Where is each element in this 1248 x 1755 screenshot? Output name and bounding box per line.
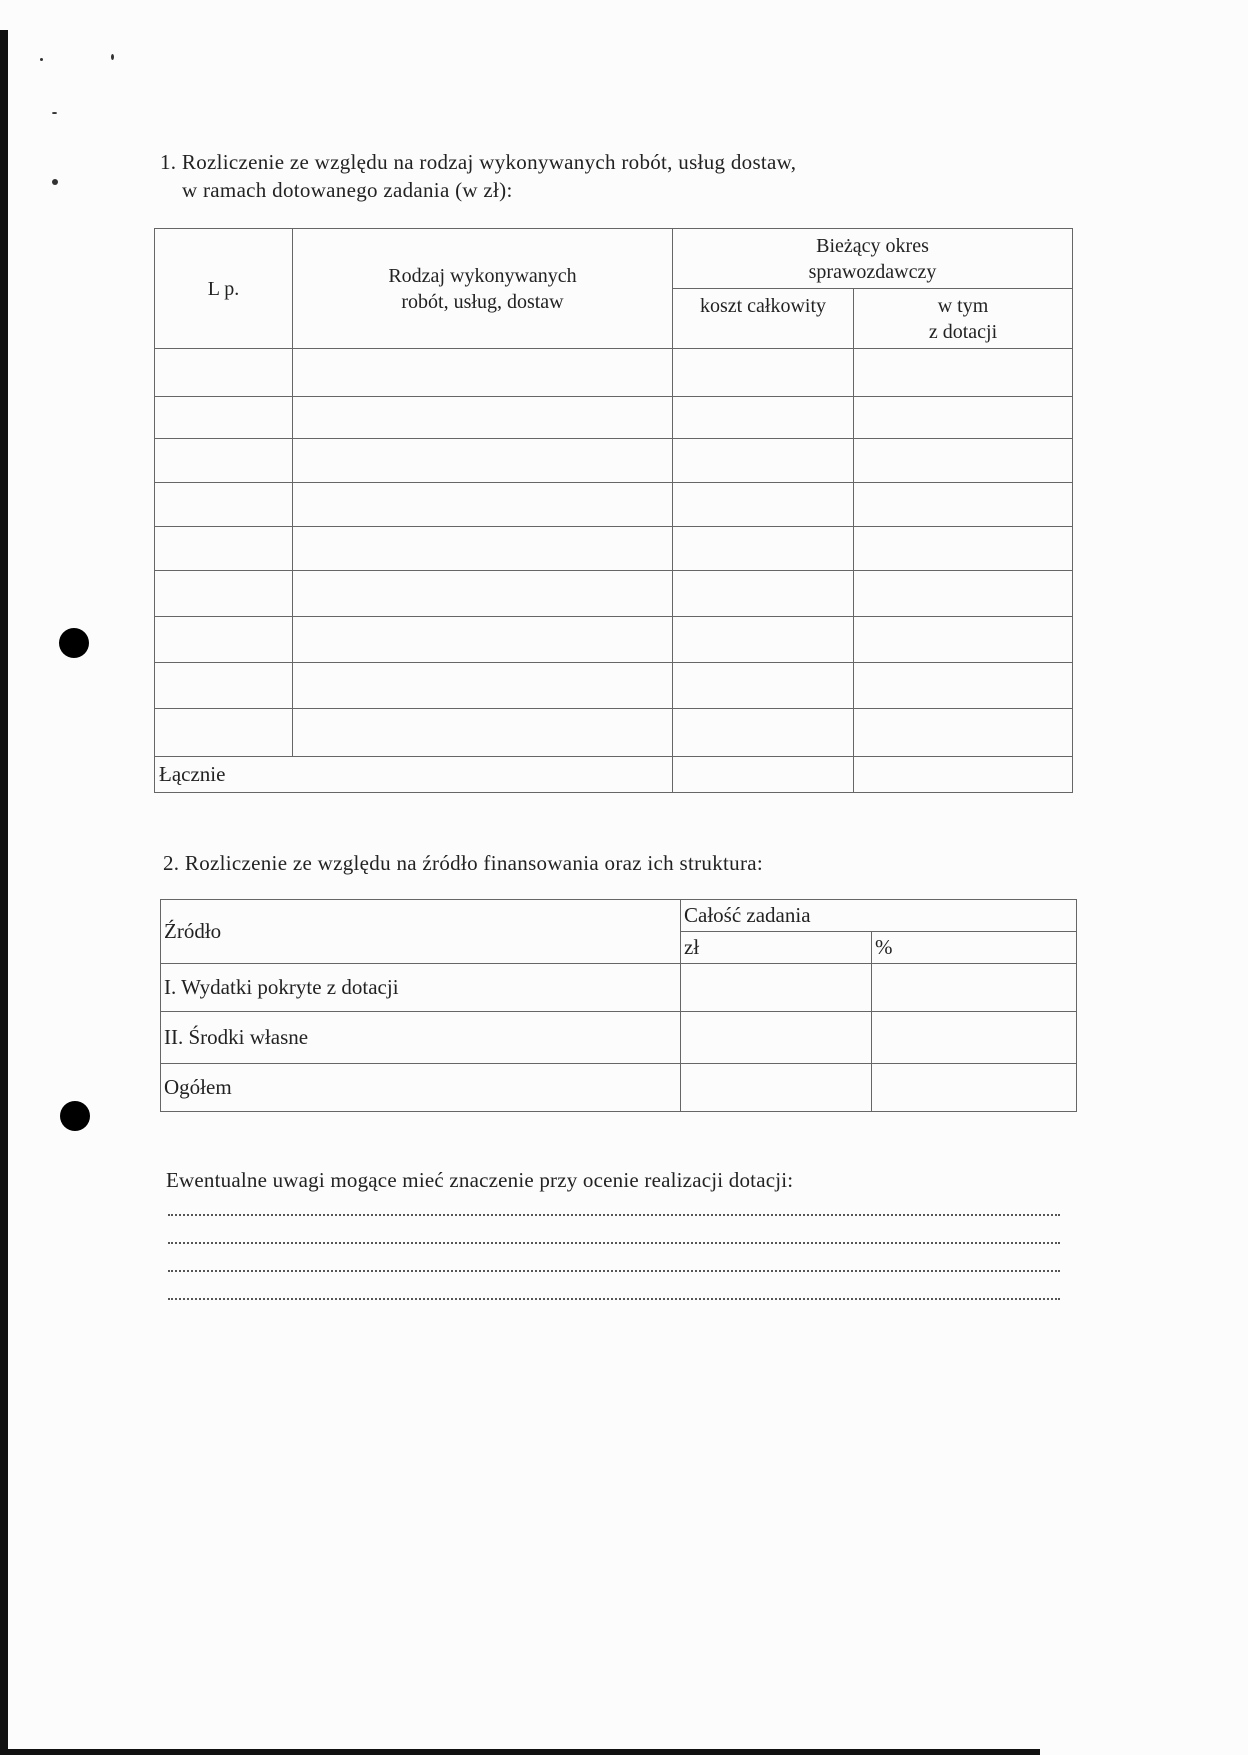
- header-w-tym: [854, 289, 1073, 349]
- pct-cell[interactable]: [872, 1012, 1077, 1064]
- rodzaj-cell[interactable]: [293, 349, 673, 397]
- table-row: [155, 527, 1073, 571]
- dotacja-cell[interactable]: [854, 571, 1073, 617]
- punch-hole-lower: [60, 1101, 90, 1131]
- table-row: [161, 1064, 1077, 1112]
- notes-dotted-line[interactable]: [168, 1270, 1060, 1272]
- punch-hole-upper: [59, 628, 89, 658]
- header-w-tym-line1: w tym: [937, 295, 989, 317]
- funding-table-body: [161, 964, 1077, 1112]
- koszt-cell[interactable]: [673, 571, 854, 617]
- header-w-tym-line2: z dotacji: [928, 321, 998, 343]
- source-label: I. Wydatki pokryte z dotacji: [161, 964, 681, 1012]
- header-pct: %: [872, 932, 1077, 964]
- dotacja-cell[interactable]: [854, 483, 1073, 527]
- table-row: [155, 397, 1073, 439]
- section2-heading: 2. Rozliczenie ze względu na źródło finansowania oraz ich struktura:: [163, 851, 764, 875]
- lp-cell[interactable]: [155, 349, 293, 397]
- lp-cell[interactable]: [155, 571, 293, 617]
- lp-cell[interactable]: [155, 709, 293, 757]
- header-zl: zł: [681, 932, 872, 964]
- lp-cell[interactable]: [155, 397, 293, 439]
- section1-heading: [160, 148, 796, 204]
- scan-speck: [52, 179, 58, 185]
- lp-cell[interactable]: [155, 483, 293, 527]
- notes-dotted-line[interactable]: [168, 1242, 1060, 1244]
- header-calosc: Całość zadania: [681, 900, 1077, 932]
- koszt-cell[interactable]: [673, 663, 854, 709]
- dotacja-cell[interactable]: [854, 617, 1073, 663]
- dotacja-cell[interactable]: [854, 397, 1073, 439]
- rodzaj-cell[interactable]: [293, 663, 673, 709]
- notes-dotted-line[interactable]: [168, 1214, 1060, 1216]
- dotacja-cell[interactable]: [854, 527, 1073, 571]
- section1-heading-line1: 1. Rozliczenie ze względu na rodzaj wykonywanych robót, usług dostaw,: [160, 150, 797, 174]
- source-label: Ogółem: [161, 1064, 681, 1112]
- rodzaj-cell[interactable]: [293, 571, 673, 617]
- scan-speck: [52, 112, 57, 114]
- total-dotacja-cell[interactable]: [854, 757, 1073, 793]
- pct-cell[interactable]: [872, 1064, 1077, 1112]
- lp-cell[interactable]: [155, 439, 293, 483]
- koszt-cell[interactable]: [673, 397, 854, 439]
- table-row: [161, 1012, 1077, 1064]
- zl-cell[interactable]: [681, 1012, 872, 1064]
- table-row: [155, 483, 1073, 527]
- table-row: [155, 349, 1073, 397]
- koszt-cell[interactable]: [673, 439, 854, 483]
- table-row: [155, 617, 1073, 663]
- rodzaj-cell[interactable]: [293, 527, 673, 571]
- notes-dotted-line[interactable]: [168, 1298, 1060, 1300]
- koszt-cell[interactable]: [673, 349, 854, 397]
- lp-cell[interactable]: [155, 527, 293, 571]
- scan-edge-left: [0, 30, 8, 1755]
- rodzaj-cell[interactable]: [293, 439, 673, 483]
- dotacja-cell[interactable]: [854, 663, 1073, 709]
- dotacja-cell[interactable]: [854, 349, 1073, 397]
- lp-cell[interactable]: [155, 663, 293, 709]
- table-row: [155, 709, 1073, 757]
- table-row: [161, 964, 1077, 1012]
- works-table-body: [155, 349, 1073, 757]
- header-lp: L p.: [155, 229, 293, 349]
- koszt-cell[interactable]: [673, 617, 854, 663]
- header-koszt: koszt całkowity: [673, 289, 854, 349]
- header-rodzaj: Rodzaj wykonywanych robót, usług, dostaw: [293, 229, 673, 349]
- rodzaj-cell[interactable]: [293, 483, 673, 527]
- scan-speck: [111, 54, 114, 60]
- notes-label: Ewentualne uwagi mogące mieć znaczenie przy ocenie realizacji dotacji:: [166, 1168, 794, 1192]
- header-okres: Bieżący okres sprawozdawczy: [673, 229, 1073, 289]
- zl-cell[interactable]: [681, 964, 872, 1012]
- total-koszt-cell[interactable]: [673, 757, 854, 793]
- pct-cell[interactable]: [872, 964, 1077, 1012]
- works-table: [154, 228, 1073, 793]
- koszt-cell[interactable]: [673, 709, 854, 757]
- dotacja-cell[interactable]: [854, 439, 1073, 483]
- rodzaj-cell[interactable]: [293, 617, 673, 663]
- lp-cell[interactable]: [155, 617, 293, 663]
- section1-heading-line2: w ramach dotowanego zadania (w zł):: [182, 178, 513, 202]
- dotacja-cell[interactable]: [854, 709, 1073, 757]
- rodzaj-cell[interactable]: [293, 397, 673, 439]
- koszt-cell[interactable]: [673, 483, 854, 527]
- table-row: [155, 663, 1073, 709]
- zl-cell[interactable]: [681, 1064, 872, 1112]
- header-zrodlo: Źródło: [161, 900, 681, 964]
- funding-table: [160, 899, 1077, 1112]
- scan-speck: [40, 58, 43, 61]
- table-row: [155, 439, 1073, 483]
- total-label: Łącznie: [155, 757, 673, 793]
- koszt-cell[interactable]: [673, 527, 854, 571]
- scan-edge-bottom: [0, 1749, 1040, 1755]
- table-row: [155, 571, 1073, 617]
- source-label: II. Środki własne: [161, 1012, 681, 1064]
- rodzaj-cell[interactable]: [293, 709, 673, 757]
